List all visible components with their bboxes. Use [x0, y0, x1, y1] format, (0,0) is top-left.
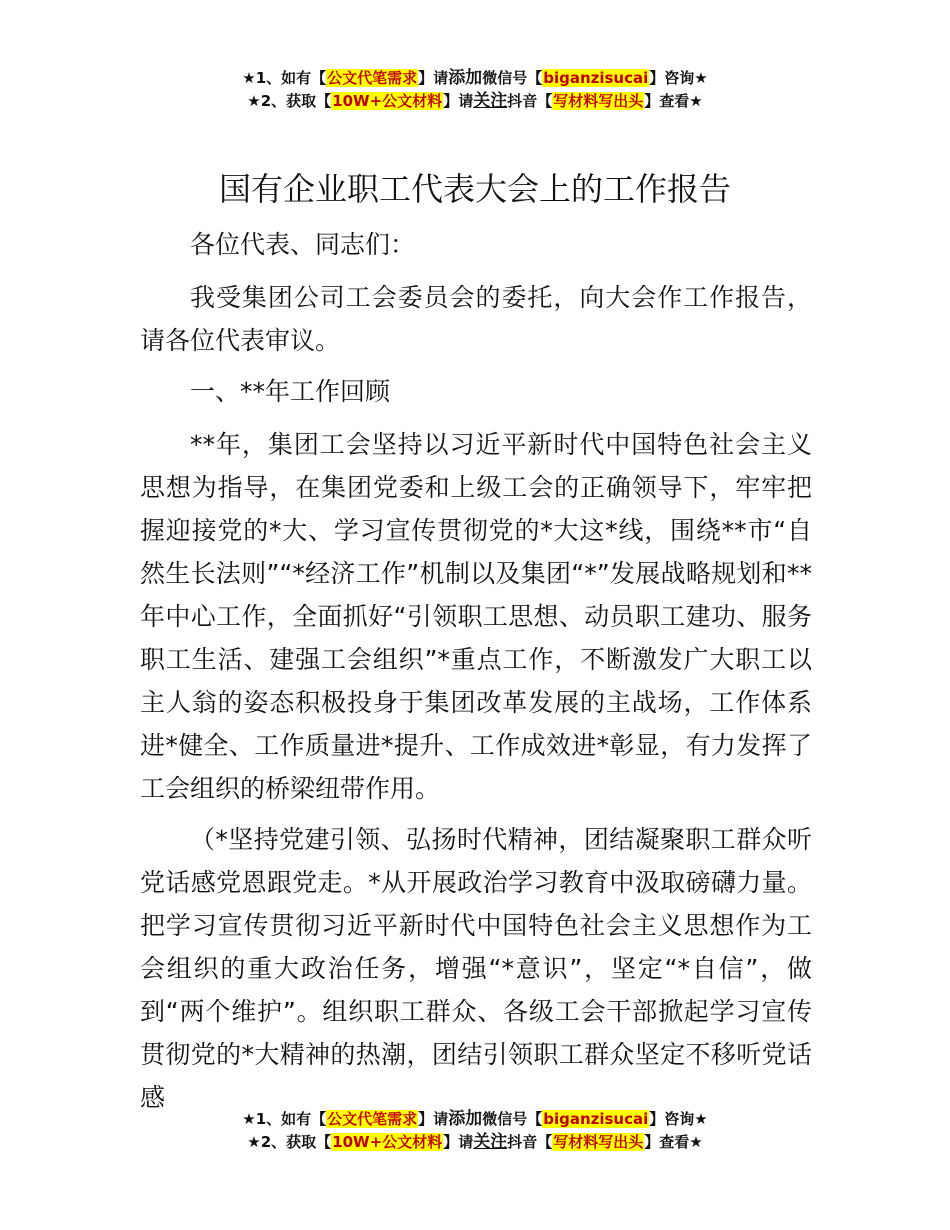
douyin-account-highlight: 写材料写出头 [553, 92, 644, 110]
banner-line-2: ★2、获取【10W+公文材料】请关注抖音【写材料写出头】查看★ [247, 91, 703, 111]
section-heading: 一、**年工作回顾 [190, 377, 391, 406]
footer-banner [0, 1108, 950, 1154]
salutation: 各位代表、同志们： [190, 230, 416, 259]
document-body [140, 223, 812, 1127]
wechat-id-highlight: biganzisucai [543, 1110, 649, 1128]
document-title: 国有企业职工代表大会上的工作报告 [218, 170, 731, 208]
banner-line-1: ★1、如有【公文代笔需求】请添加微信号【biganzisucai】咨询★ [242, 1109, 708, 1129]
ghostwriting-highlight: 公文代笔需求 [327, 69, 418, 87]
intro-paragraph: 我受集团公司工会委员会的委托，向大会作工作报告，请各位代表审议。 [140, 283, 812, 355]
banner-line-2: ★2、获取【10W+公文材料】请关注抖音【写材料写出头】查看★ [247, 1132, 703, 1152]
ghostwriting-highlight: 公文代笔需求 [327, 1110, 418, 1128]
review-paragraph: **年，集团工会坚持以习近平新时代中国特色社会主义思想为指导，在集团党委和上级工会的正确领导下，牢牢把握迎接党的*大、学习宣传贯彻党的*大这*线，围绕**市“自然生长法则”“*经济工作”机制以及集团“*”发展战略规划和**年中心工作，全面抓好“引领职工思想、动员职工建功、服务职工生活、建强工会组织”*重点工作，不断激发广大职工以主人翁的姿态积极投身于集团改革发展的主战场，工作体系进*健全、工作质量进*提升、工作成效进*彰显，有力发挥了工会组织的桥梁纽带作用。 [140, 430, 812, 803]
party-building-paragraph: （*坚持党建引领、弘扬时代精神，团结凝聚职工群众听党话感党恩跟党走。*从开展政治学习教育中汲取磅礴力量。把学习宣传贯彻习近平新时代中国特色社会主义思想作为工会组织的重大政治任务，增强“*意识”，坚定“*自信”，做到“两个维护”。组织职工群众、各级工会干部掀起学习宣传贯彻党的*大精神的热潮，团结引领职工群众坚定不移听党话感 [140, 825, 812, 1112]
header-banner [0, 67, 950, 113]
materials-highlight: 10W+公文材料 [332, 1133, 443, 1151]
wechat-id-highlight: biganzisucai [543, 69, 649, 87]
materials-highlight: 10W+公文材料 [332, 92, 443, 110]
douyin-account-highlight: 写材料写出头 [553, 1133, 644, 1151]
banner-line-1: ★1、如有【公文代笔需求】请添加微信号【biganzisucai】咨询★ [242, 68, 708, 88]
